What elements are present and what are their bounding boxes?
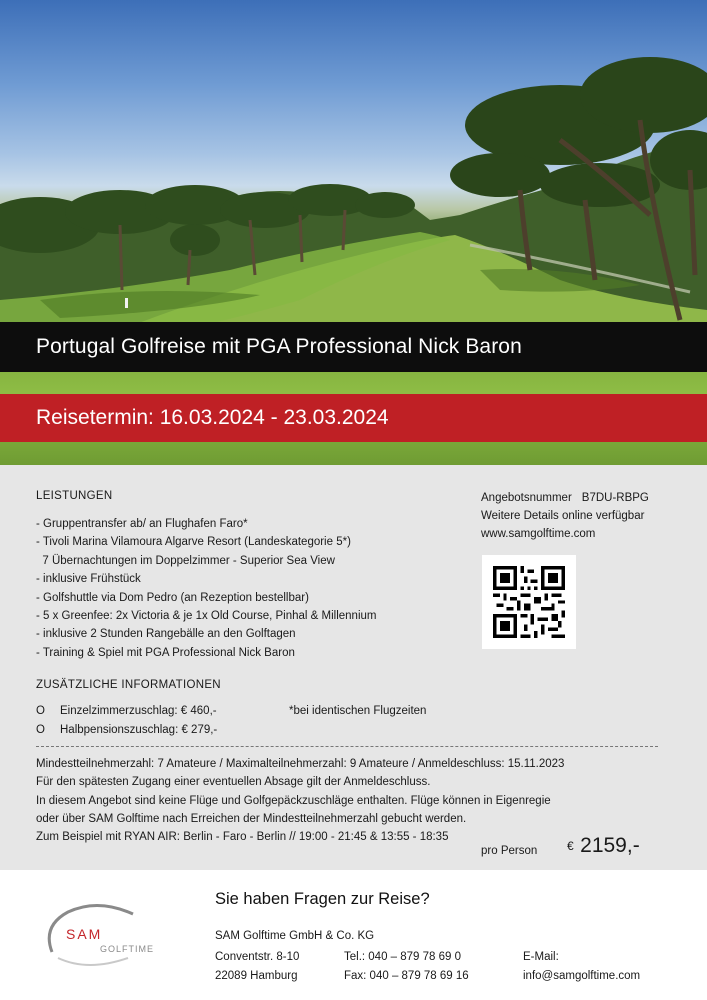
services-list	[36, 515, 376, 662]
service-item: - Training & Spiel mit PGA Professional Nick Baron	[36, 646, 295, 659]
offer-info	[481, 489, 649, 543]
title-band	[0, 322, 707, 372]
offer-number-label: Angebotsnummer	[481, 492, 572, 504]
fax: Fax: 040 – 879 78 69 16	[344, 969, 469, 982]
address-block	[215, 948, 299, 985]
logo-graphic	[38, 900, 188, 970]
note-line: In diesem Angebot sind keine Flüge und Golfgepäckzuschläge enthalten. Flüge können in Eigenregie	[36, 794, 551, 807]
street: Conventstr. 8-10	[215, 951, 300, 963]
date-band	[0, 394, 707, 442]
option-marker: O	[36, 723, 45, 736]
offer-number: B7DU-RBPG	[581, 492, 649, 504]
service-item: - inklusive 2 Stunden Rangebälle an den Golftagen	[36, 628, 296, 641]
dashed-divider	[36, 746, 658, 747]
additional-row	[36, 721, 496, 740]
option-marker: O	[36, 705, 45, 717]
additional-row	[36, 702, 496, 721]
phone-block	[344, 948, 469, 985]
price-currency: €	[567, 839, 574, 853]
offer-website-link[interactable]: www.samgolftime.com	[481, 528, 596, 540]
trip-title: Portugal Golfreise mit PGA Professional Nick Baron	[36, 335, 522, 358]
note-line: oder über SAM Golftime nach Erreichen der Mindestteilnehmerzahl gebucht werden.	[36, 812, 467, 825]
phone[interactable]: Tel.: 040 – 879 78 69 0	[344, 951, 462, 963]
svg-text:SAM: SAM	[66, 926, 103, 942]
service-item: - Golfshuttle via Dom Pedro (an Rezeption bestellbar)	[36, 591, 309, 604]
info-section	[0, 465, 707, 870]
footer	[0, 870, 707, 1000]
qr-code-icon[interactable]	[482, 555, 576, 649]
terms-notes	[36, 755, 564, 846]
sam-golftime-logo	[38, 900, 188, 975]
services-heading: LEISTUNGEN	[36, 490, 113, 502]
email-label: E-Mail:	[523, 951, 559, 963]
city: 22089 Hamburg	[215, 969, 298, 982]
note-line: Zum Beispiel mit RYAN AIR: Berlin - Faro - Berlin // 19:00 - 21:45 & 13:55 - 18:35	[36, 831, 449, 844]
flight-time-note: *bei identischen Flugzeiten	[289, 705, 427, 717]
contact-question: Sie haben Fragen zur Reise?	[215, 890, 430, 908]
offer-details: Weitere Details online verfügbar	[481, 510, 645, 522]
trip-date: Reisetermin: 16.03.2024 - 23.03.2024	[36, 406, 389, 429]
single-room-surcharge: Einzelzimmerzuschlag: € 460,-	[60, 705, 217, 717]
service-item: - inklusive Frühstück	[36, 573, 141, 586]
additional-heading: ZUSÄTZLICHE INFORMATIONEN	[36, 679, 221, 691]
note-line: Für den spätesten Zugang einer eventuellen Absage gilt der Anmeldeschluss.	[36, 776, 431, 789]
email-link[interactable]: info@samgolftime.com	[523, 969, 641, 982]
service-item: 7 Übernachtungen im Doppelzimmer - Superior Sea View	[36, 554, 335, 567]
note-line: Mindestteilnehmerzahl: 7 Amateure / Maximalteilnehmerzahl: 9 Amateure / Anmeldeschluss: 15.11.2023	[36, 758, 565, 770]
service-item: - 5 x Greenfee: 2x Victoria & je 1x Old Course, Pinhal & Millennium	[36, 610, 377, 623]
half-board-surcharge: Halbpensionszuschlag: € 279,-	[60, 723, 218, 736]
additional-list	[36, 702, 496, 739]
price	[567, 834, 640, 858]
svg-text:GOLFTIME: GOLFTIME	[100, 944, 155, 954]
email-block	[523, 948, 640, 985]
company-name: SAM Golftime GmbH & Co. KG	[215, 930, 375, 942]
per-person-label: pro Person	[481, 845, 538, 857]
service-item: - Tivoli Marina Vilamoura Algarve Resort (Landeskategorie 5*)	[36, 536, 351, 549]
qr-code-graphic	[493, 566, 565, 638]
service-item: - Gruppentransfer ab/ an Flughafen Faro*	[36, 518, 248, 530]
price-amount: 2159,-	[580, 834, 640, 857]
